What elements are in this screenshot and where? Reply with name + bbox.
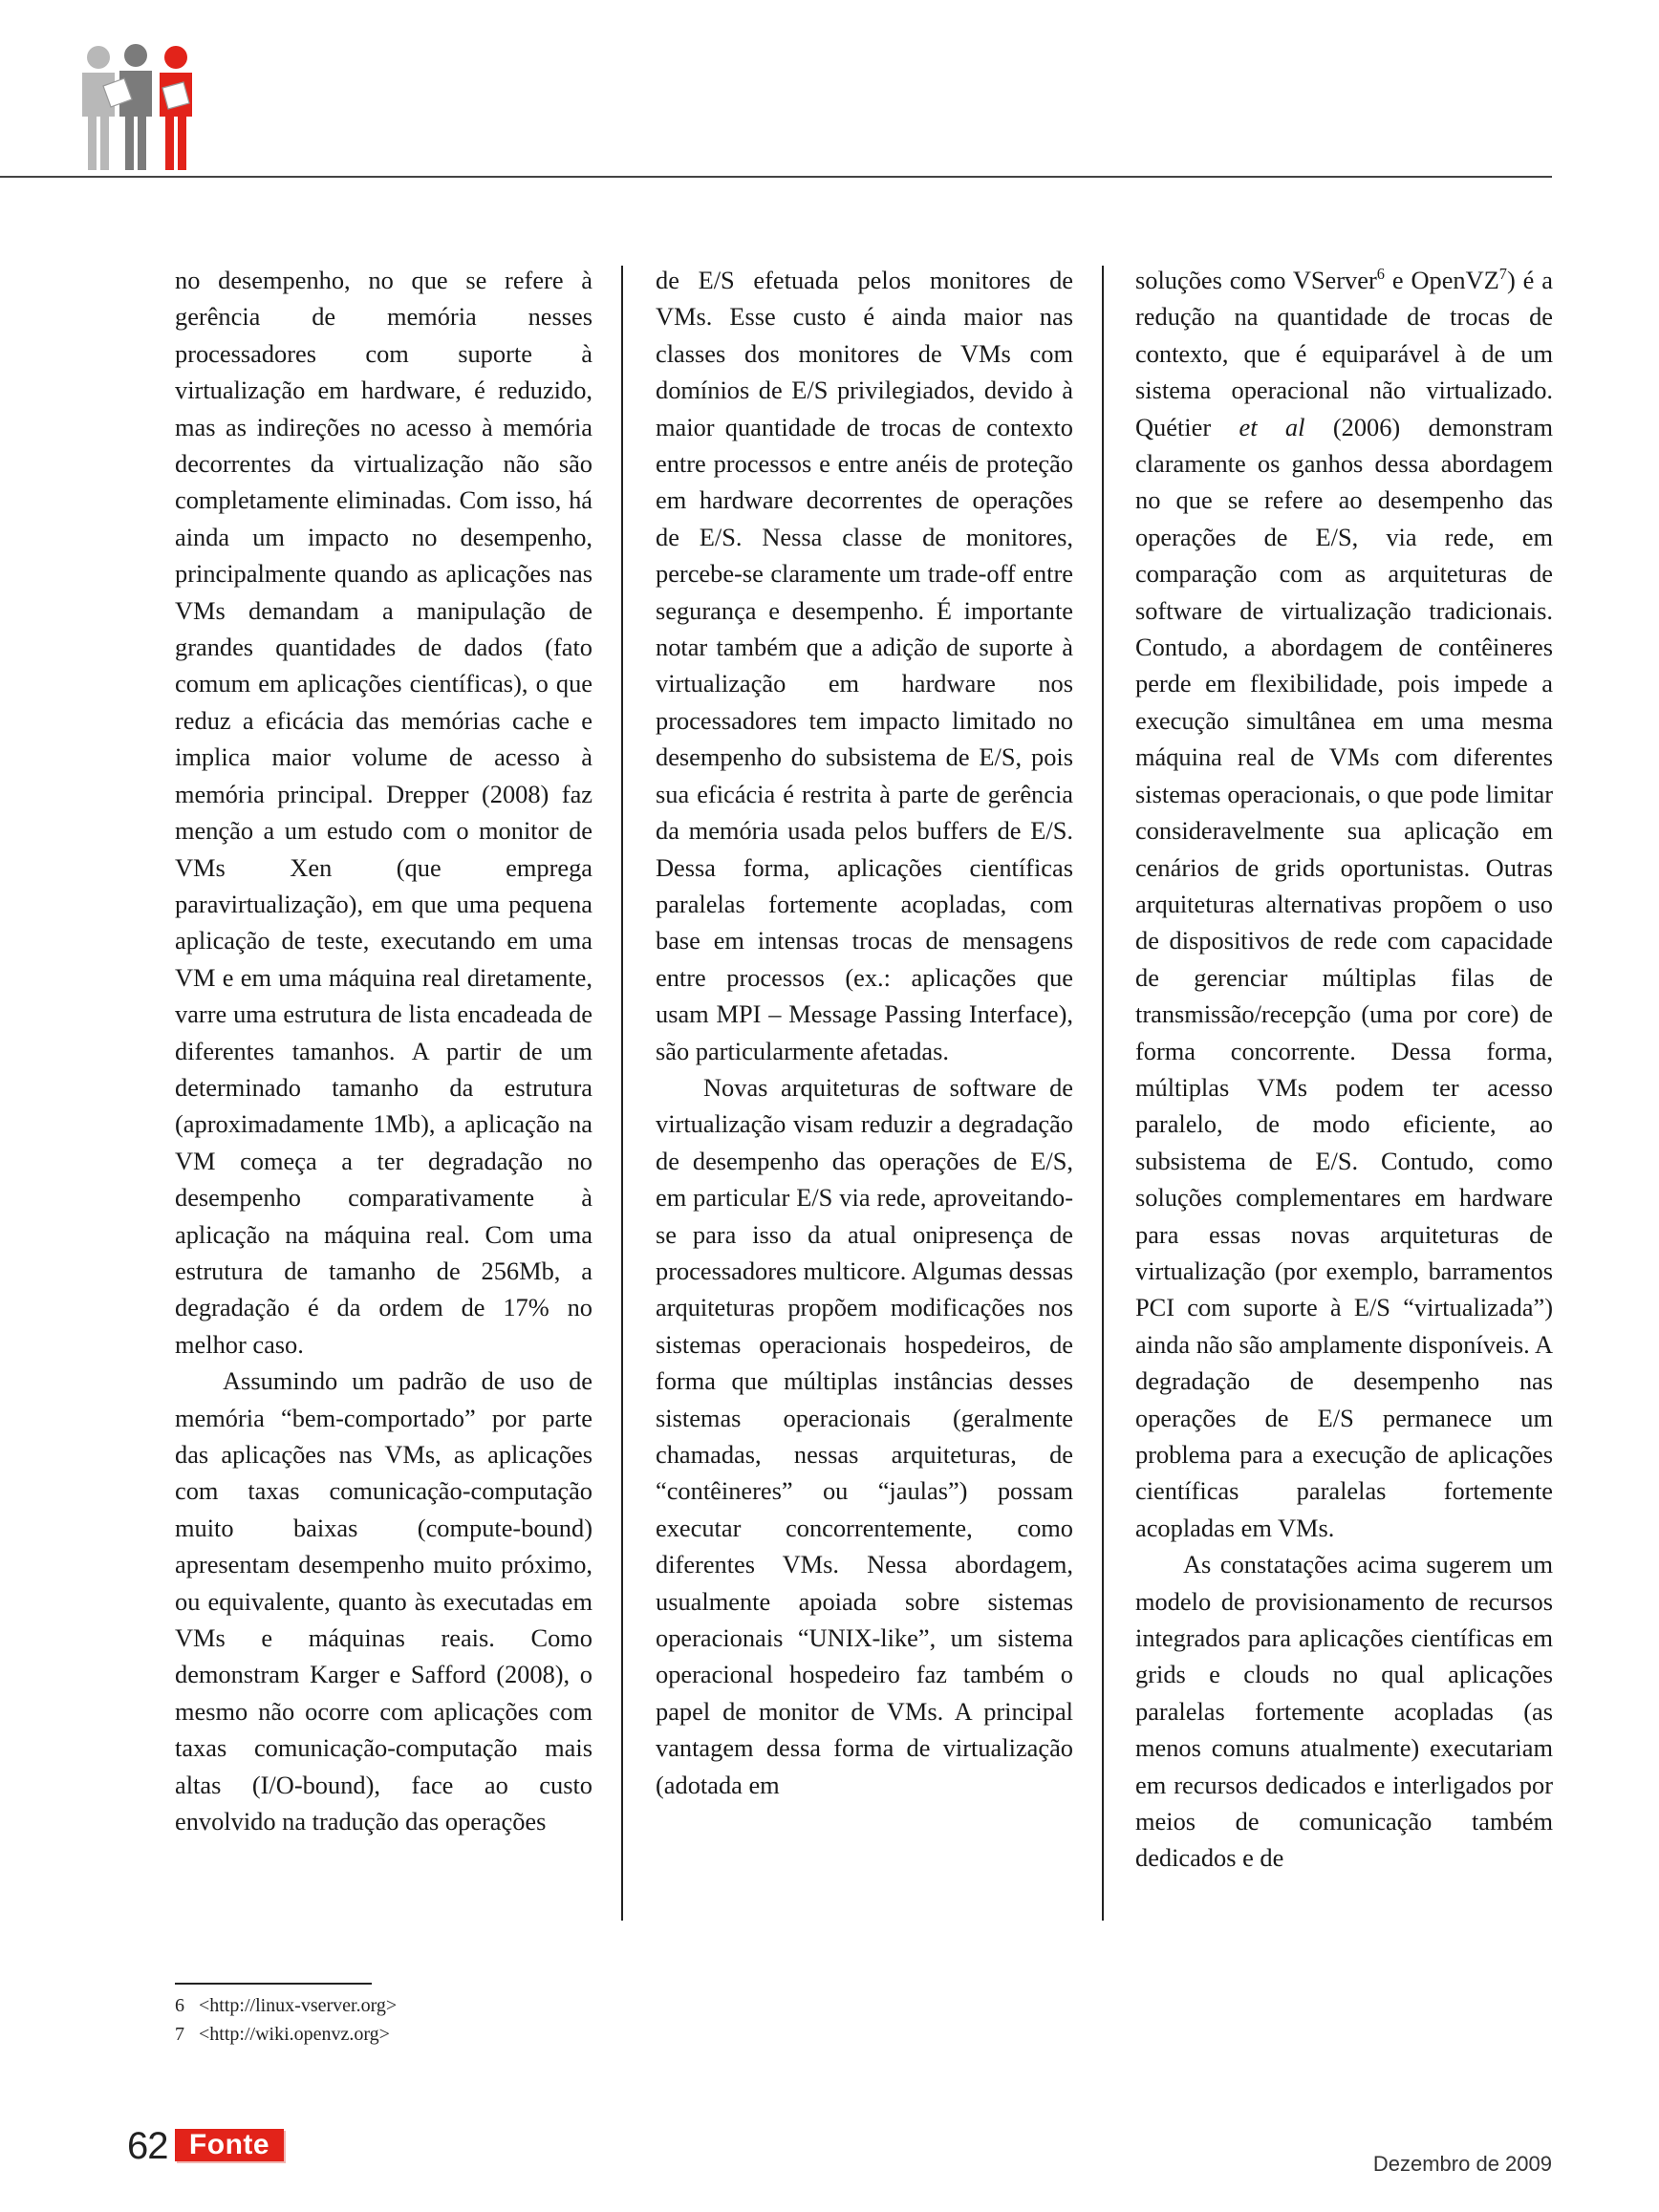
text-run: ) é a redução na quantidade de trocas de contexto, que é equiparável à de um sistema operacional não virtualizado. Quétier bbox=[1135, 266, 1553, 441]
footnotes bbox=[175, 1991, 748, 2049]
column-divider-1 bbox=[621, 266, 623, 1921]
italic-text: et al bbox=[1239, 412, 1305, 441]
text-run: (2006) demonstram claramente os ganhos dessa abordagem no que se refere ao desempenho das operações de E/S, via rede, em comparação com as arquiteturas de software de virtualização tradicionais. Contudo, a abordagem de contêineres perde em flexibilidade, pois impede a execução simultânea em uma mesma máquina real de VMs com diferentes sistemas operacionais, o que pode limitar consideravelmente sua aplicação em cenários de grids oportunistas. Outras arquiteturas alternativas propõem o uso de dispositivos de rede com capacidade de gerenciar múltiplas filas de transmissão/recepção (uma por core) de forma concorrente. Dessa forma, múltiplas VMs podem ter acesso paralelo, de modo eficiente, ao subsistema de E/S. Contudo, como soluções complementares em hardware para essas novas arquiteturas de virtualização (por exemplo, barramentos PCI com suporte à E/S “virtualizada”) ainda não são amplamente disponíveis. A degradação de desempenho nas operações de E/S permanece um problema para a execução de aplicações científicas paralelas fortemente acopladas em VMs. bbox=[1135, 412, 1554, 1542]
paragraph bbox=[1135, 1546, 1553, 1877]
magazine-brand-logo: Fonte bbox=[175, 2129, 284, 2161]
text-column-2 bbox=[656, 262, 1073, 1803]
footnote-number: 6 bbox=[175, 1995, 184, 2016]
header-rule bbox=[0, 176, 1552, 178]
footnote-link[interactable]: <http://wiki.openvz.org> bbox=[199, 2024, 390, 2045]
text-run: Assumindo um padrão de uso de memória “bem-comportado” por parte das aplicações nas VMs, as aplicações com taxas comunicação-computação muito baixas (compute-bound) apresentam desempenho muito próximo, ou equivalente, quanto às executadas em VMs e máquinas reais. Como demonstram Karger e Safford (2008), o mesmo não ocorre com aplicações com taxas comunicação-computação mais altas (I/O-bound), face ao custo envolvido na tradução das operações bbox=[175, 1366, 592, 1836]
article-body bbox=[175, 262, 1553, 1924]
text-column-1 bbox=[175, 262, 592, 1839]
footnote-6 bbox=[175, 1991, 748, 2020]
red-person-icon bbox=[160, 46, 192, 170]
footnote-link[interactable]: <http://linux-vserver.org> bbox=[199, 1995, 398, 2016]
page-number: 62 bbox=[127, 2125, 168, 2167]
paragraph bbox=[1135, 262, 1553, 1546]
footnote-7 bbox=[175, 2020, 748, 2049]
text-run: soluções como VServer bbox=[1135, 266, 1377, 294]
footnote-rule bbox=[175, 1983, 372, 1985]
paragraph bbox=[175, 262, 592, 1363]
text-run: no desempenho, no que se refere à gerência de memória nesses processadores com suporte à virtualização em hardware, é reduzido, mas as indireções no acesso à memória decorrentes da virtualização não são completamente eliminadas. Com isso, há ainda um impacto no desempenho, principalmente quando as aplicações nas VMs demandam a manipulação de grandes quantidades de dados (fato comum em aplicações científicas), o que reduz a eficácia das memórias cache e implica maior volume de acesso à memória principal. Drepper (2008) faz menção a um estudo com o monitor de VMs Xen (que emprega paravirtualização), em que uma pequena aplicação de teste, executando em uma VM e em uma máquina real diretamente, varre uma estrutura de lista encadeada de diferentes tamanhos. A partir de um determinado tamanho da estrutura (aproximadamente 1Mb), a aplicação na VM começa a ter degradação no desempenho comparativamente à aplicação na máquina real. Com uma estrutura de tamanho de 256Mb, a degradação é da ordem de 17% no melhor caso. bbox=[175, 266, 592, 1359]
paragraph bbox=[175, 1363, 592, 1839]
column-divider-2 bbox=[1102, 266, 1104, 1921]
paragraph bbox=[656, 262, 1073, 1069]
text-run: Novas arquiteturas de software de virtualização visam reduzir a degradação de desempenho das operações de E/S, em particular E/S via rede, aproveitando-se para isso da atual onipresença de processadores multicore. Algumas dessas arquiteturas propõem modificações nos sistemas operacionais hospedeiros, de forma que múltiplas instâncias desses sistemas operacionais (geralmente chamadas, nessas arquiteturas, de “contêineres” ou “jaulas”) possam executar concorrentemente, como diferentes VMs. Nessa abordagem, usualmente apoiada sobre sistemas operacionais “UNIX-like”, um sistema operacional hospedeiro faz também o papel de monitor de VMs. A principal vantagem dessa forma de virtualização (adotada em bbox=[656, 1072, 1073, 1799]
text-run: As constatações acima sugerem um modelo de provisionamento de recursos integrados para aplicações científicas em grids e clouds no qual aplicações paralelas fortemente acopladas (as menos comuns atualmente) executariam em recursos dedicados e interligados por meios de comunicação também dedicados e de bbox=[1135, 1550, 1553, 1873]
issue-date: Dezembro de 2009 bbox=[1372, 2152, 1552, 2176]
people-logo-icon bbox=[75, 42, 218, 176]
footnote-number: 7 bbox=[175, 2024, 184, 2045]
gray-person-icon bbox=[82, 46, 115, 170]
footnote-marker: 7 bbox=[1498, 265, 1507, 284]
text-column-3 bbox=[1135, 262, 1553, 1877]
text-run: e OpenVZ bbox=[1384, 266, 1499, 294]
footnote-marker: 6 bbox=[1376, 265, 1385, 284]
text-run: de E/S efetuada pelos monitores de VMs. Esse custo é ainda maior nas classes dos monitores de VMs com domínios de E/S privilegiados, devido à maior quantidade de trocas de contexto entre processos e entre anéis de proteção em hardware decorrentes de operações de E/S. Nessa classe de monitores, percebe-se claramente um trade-off entre segurança e desempenho. É importante notar também que a adição de suporte à virtualização em hardware nos processadores tem impacto limitado no desempenho do subsistema de E/S, pois sua eficácia é restrita à parte de gerência da memória usada pelos buffers de E/S. Dessa forma, aplicações científicas paralelas fortemente acopladas, com base em intensas trocas de mensagens entre processos (ex.: aplicações que usam MPI – Message Passing Interface), são particularmente afetadas. bbox=[656, 266, 1073, 1065]
dark-gray-person-icon bbox=[119, 44, 152, 170]
paragraph bbox=[656, 1069, 1073, 1803]
